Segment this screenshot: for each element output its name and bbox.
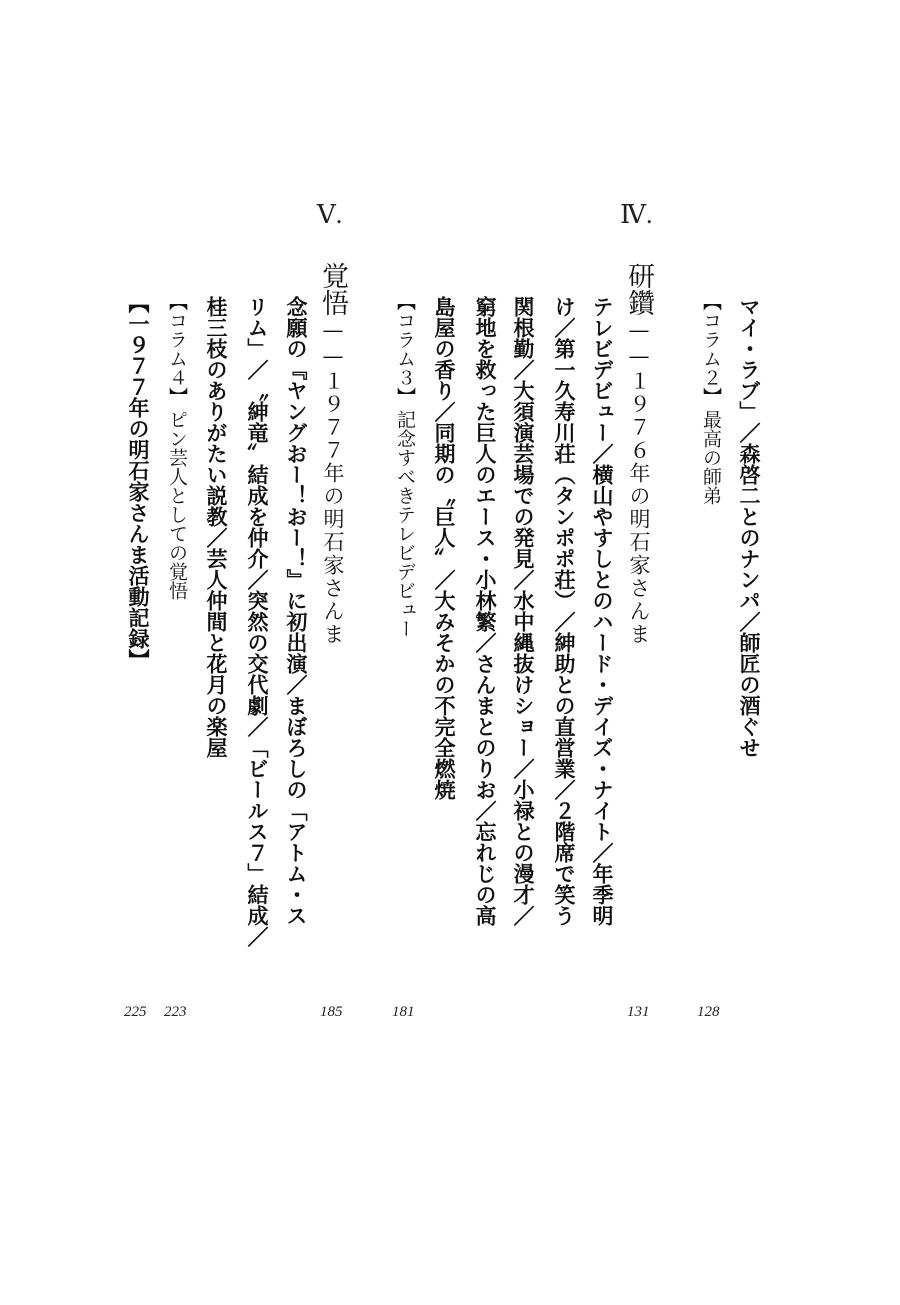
page-number: 225 — [124, 1004, 147, 1020]
appendix-title: 【一９７７年の明石家さんま活動記録】 — [126, 292, 149, 670]
toc-line: リム」／〝紳竜〟結成を仲介／突然の交代劇／「ビールス７」結成／ — [245, 296, 268, 947]
toc-line: 窮地を救った巨人のエース・小林繁／さんまとのりお／忘れじの高 — [473, 296, 496, 926]
page-number: 181 — [392, 1004, 415, 1020]
page-number: 131 — [627, 1004, 650, 1020]
column-label: 【コラム４】 — [166, 292, 187, 406]
part-label-iv: Ⅳ. — [620, 200, 653, 229]
toc-line: マイ・ラブ」／森啓二とのナンパ／師匠の酒ぐせ — [737, 296, 760, 758]
column-label: 【コラム３】 — [394, 292, 415, 406]
toc-line: 島屋の香り／同期の〝巨人〟／大みそかの不完全燃焼 — [432, 296, 455, 800]
page-number: 223 — [164, 1004, 187, 1020]
page-number: 128 — [697, 1004, 720, 1020]
toc-line: 桂三枝のありがたい説教／芸人仲間と花月の楽屋 — [204, 296, 227, 758]
chapter-subtitle: ——１９７７年の明石家さんま — [321, 318, 345, 646]
part-label-v: Ⅴ. — [317, 200, 343, 229]
page-number: 185 — [320, 1004, 343, 1020]
column-title: ピン芸人としての覚悟 — [166, 410, 187, 600]
column-title: 記念すべきテレビデビュー — [394, 410, 415, 638]
chapter-title: 研鑽 — [623, 262, 654, 316]
toc-line: 関根勤／大須演芸場での発見／水中縄抜けショー／小禄との漫才／ — [511, 296, 534, 926]
toc-line: テレビデビュー／横山やすしとのハード・デイズ・ナイト／年季明 — [590, 296, 613, 926]
column-label: 【コラム２】 — [700, 292, 721, 406]
chapter-subtitle: ——１９７６年の明石家さんま — [627, 318, 651, 646]
chapter-title: 覚悟 — [317, 262, 348, 316]
toc-line: 念願の『ヤングおー！おー！』に初出演／まぼろしの「アトム・ス — [284, 296, 307, 926]
column-title: 最高の師弟 — [700, 410, 721, 505]
toc-line: け／第一久寿川荘（タンポポ荘）／紳助との直営業／２階席で笑う — [552, 296, 575, 926]
